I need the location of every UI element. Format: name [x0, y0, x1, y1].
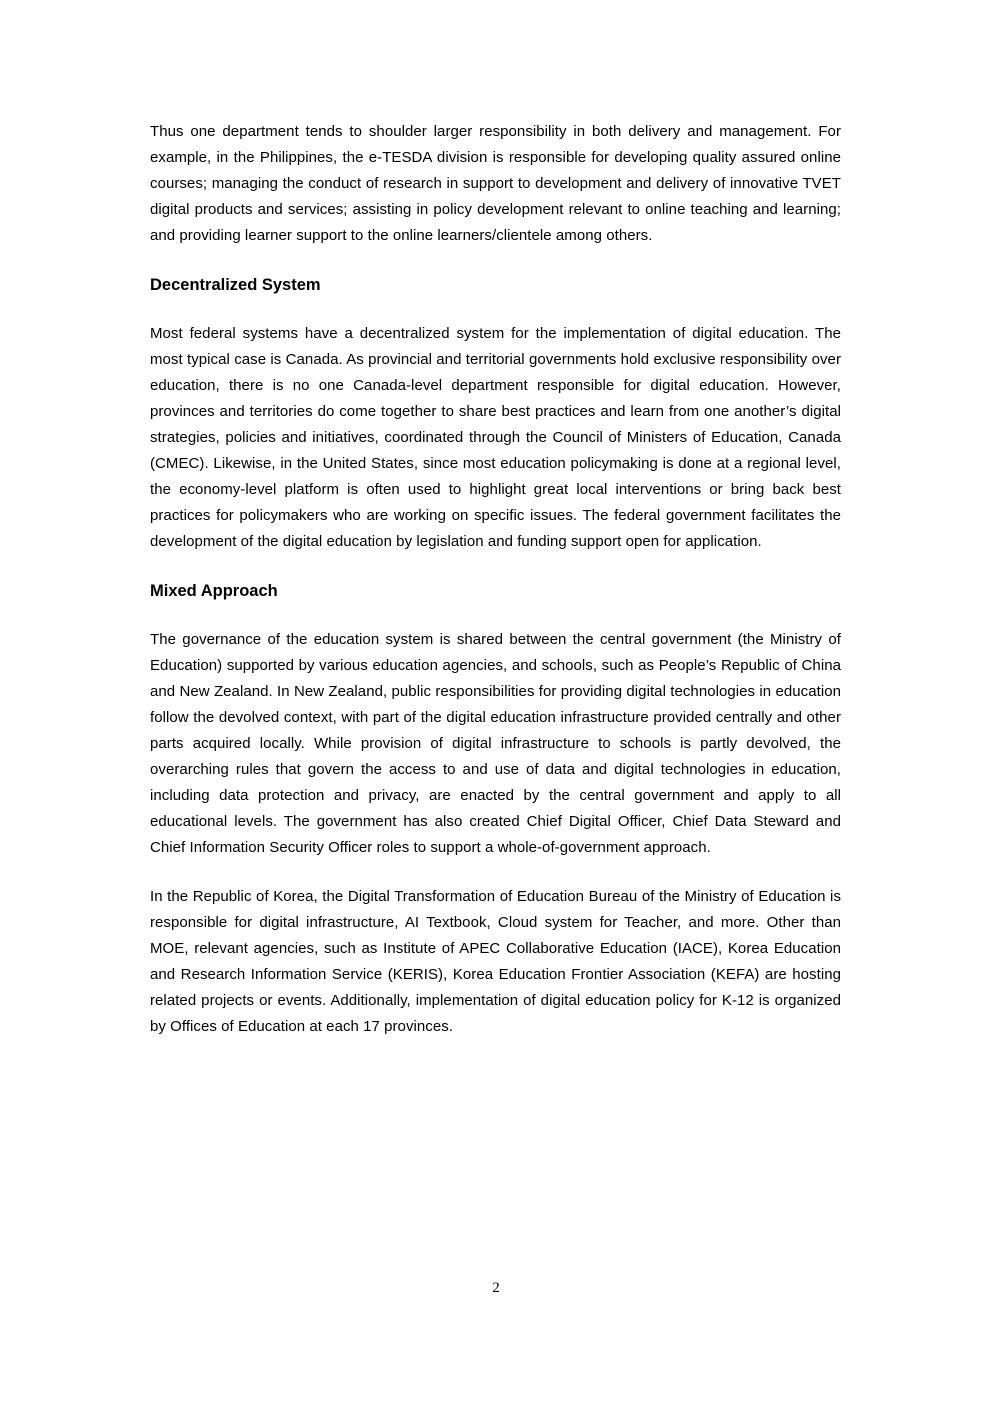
paragraph-mixed-approach-2: In the Republic of Korea, the Digital Transformation of Education Bureau of the Ministry of Education is responsible for digital infrastructure, AI Textbook, Cloud system for Teacher, and more. Other than MOE, relevant agencies, such as Institute of APEC Collaborative Education (IACE), Korea Education and Research Information Service (KERIS), Korea Education Frontier Association (KEFA) are hosting related projects or events. Additionally, implementation of digital education policy for K-12 is organized by Offices of Education at each 17 provinces. [150, 888, 841, 1035]
page-number: 2 [492, 1280, 500, 1296]
heading-mixed-approach: Mixed Approach [150, 582, 278, 600]
paragraph-intro: Thus one department tends to shoulder larger responsibility in both delivery and management. For example, in the Philippines, the e-TESDA division is responsible for developing quality assured online courses; managing the conduct of research in support to development and delivery of innovative TVET digital products and services; assisting in policy development relevant to online teaching and learning; and providing learner support to the online learners/clientele among others. [150, 123, 841, 244]
heading-decentralized-system: Decentralized System [150, 276, 321, 294]
paragraph-mixed-approach-1: The governance of the education system is shared between the central government (the Ministry of Education) supported by various education agencies, and schools, such as People’s Republic of China and New Zealand. In New Zealand, public responsibilities for providing digital technologies in education follow the devolved context, with part of the digital education infrastructure provided centrally and other parts acquired locally. While provision of digital infrastructure to schools is partly devolved, the overarching rules that govern the access to and use of data and digital technologies in education, including data protection and privacy, are enacted by the central government and apply to all educational levels. The government has also created Chief Digital Officer, Chief Data Steward and Chief Information Security Officer roles to support a whole-of-government approach. [150, 631, 841, 856]
document-body [150, 119, 841, 1040]
paragraph-decentralized-system: Most federal systems have a decentralized system for the implementation of digital education. The most typical case is Canada. As provincial and territorial governments hold exclusive responsibility over education, there is no one Canada-level department responsible for digital education. However, provinces and territories do come together to share best practices and learn from one another’s digital strategies, policies and initiatives, coordinated through the Council of Ministers of Education, Canada (CMEC). Likewise, in the United States, since most education policymaking is done at a regional level, the economy-level platform is often used to highlight great local interventions or bring back best practices for policymakers who are working on specific issues. The federal government facilitates the development of the digital education by legislation and funding support open for application. [150, 325, 841, 550]
